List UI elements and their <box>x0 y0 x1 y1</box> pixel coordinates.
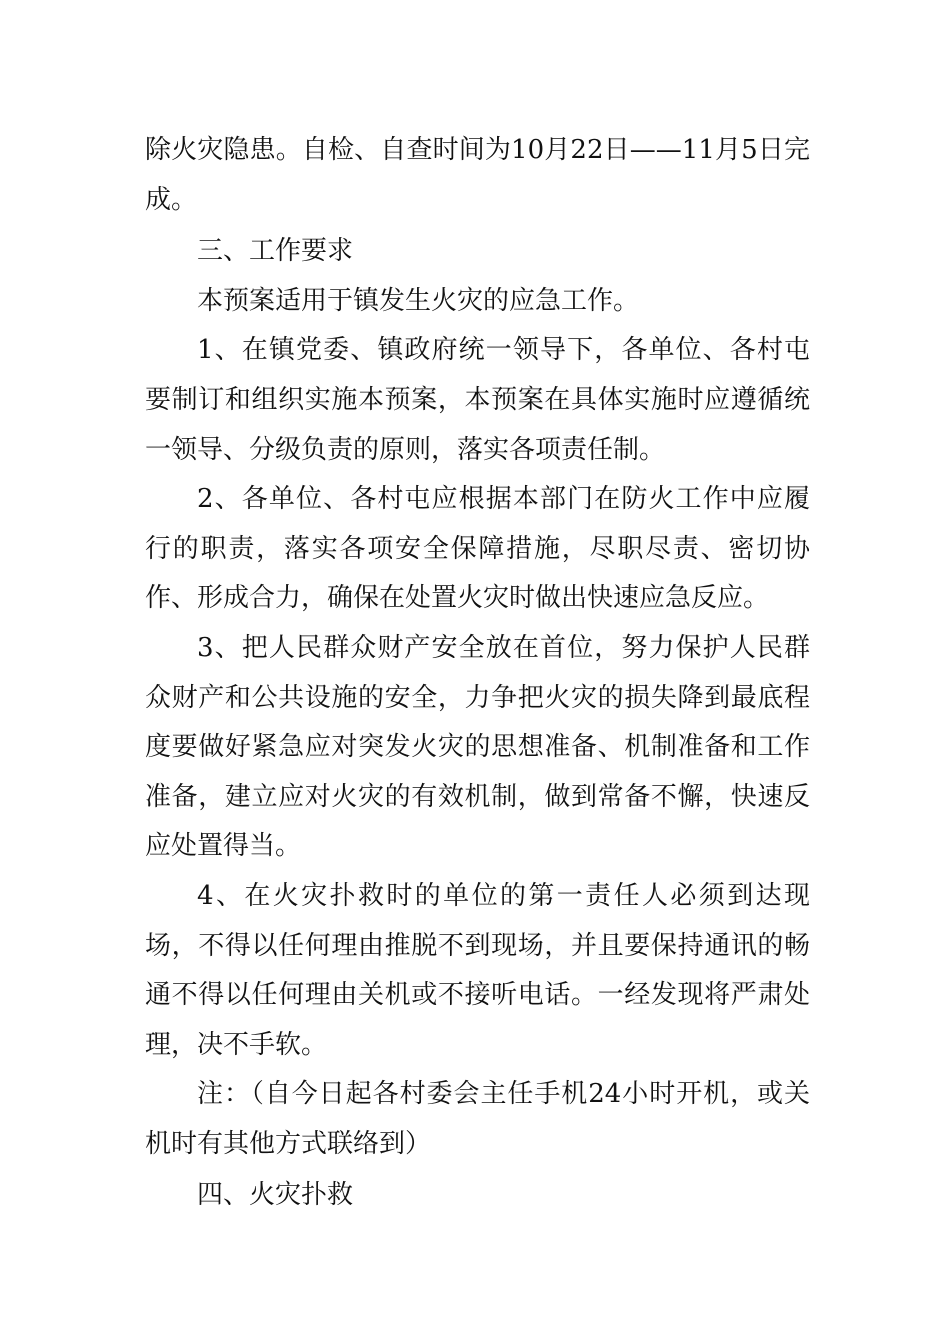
paragraph-item-2: 2、各单位、各村屯应根据本部门在防火工作中应履行的职责，落实各项安全保障措施，尽职尽责、密切协作、形成合力，确保在处置火灾时做出快速应急反应。 <box>145 484 810 614</box>
document-body <box>145 126 810 1221</box>
section-heading-fire-fighting: 四、火灾扑救 <box>197 1180 354 1211</box>
paragraph-item-3: 3、把人民群众财产安全放在首位，努力保护人民群众财产和公共设施的安全，力争把火灾的损失降到最底程度要做好紧急应对突发火灾的思想准备、机制准备和工作准备，建立应对火灾的有效机制，做到常备不懈，快速反应处置得当。 <box>145 632 810 862</box>
paragraph-item-1: 1、在镇党委、镇政府统一领导下，各单位、各村屯要制订和组织实施本预案，本预案在具体实施时应遵循统一领导、分级负责的原则，落实各项责任制。 <box>145 335 810 465</box>
paragraph-continuation: 除火灾隐患。自检、自查时间为10月22日——11月5日完成。 <box>145 135 810 215</box>
section-heading-work-requirements: 三、工作要求 <box>197 236 354 267</box>
paragraph-note: 注：（自今日起各村委会主任手机24小时开机，或关机时有其他方式联络到） <box>145 1079 810 1159</box>
paragraph-scope: 本预案适用于镇发生火灾的应急工作。 <box>197 285 640 316</box>
paragraph-item-4: 4、在火灾扑救时的单位的第一责任人必须到达现场，不得以任何理由推脱不到现场，并且要保持通讯的畅通不得以任何理由关机或不接听电话。一经发现将严肃处理，决不手软。 <box>145 880 810 1060</box>
